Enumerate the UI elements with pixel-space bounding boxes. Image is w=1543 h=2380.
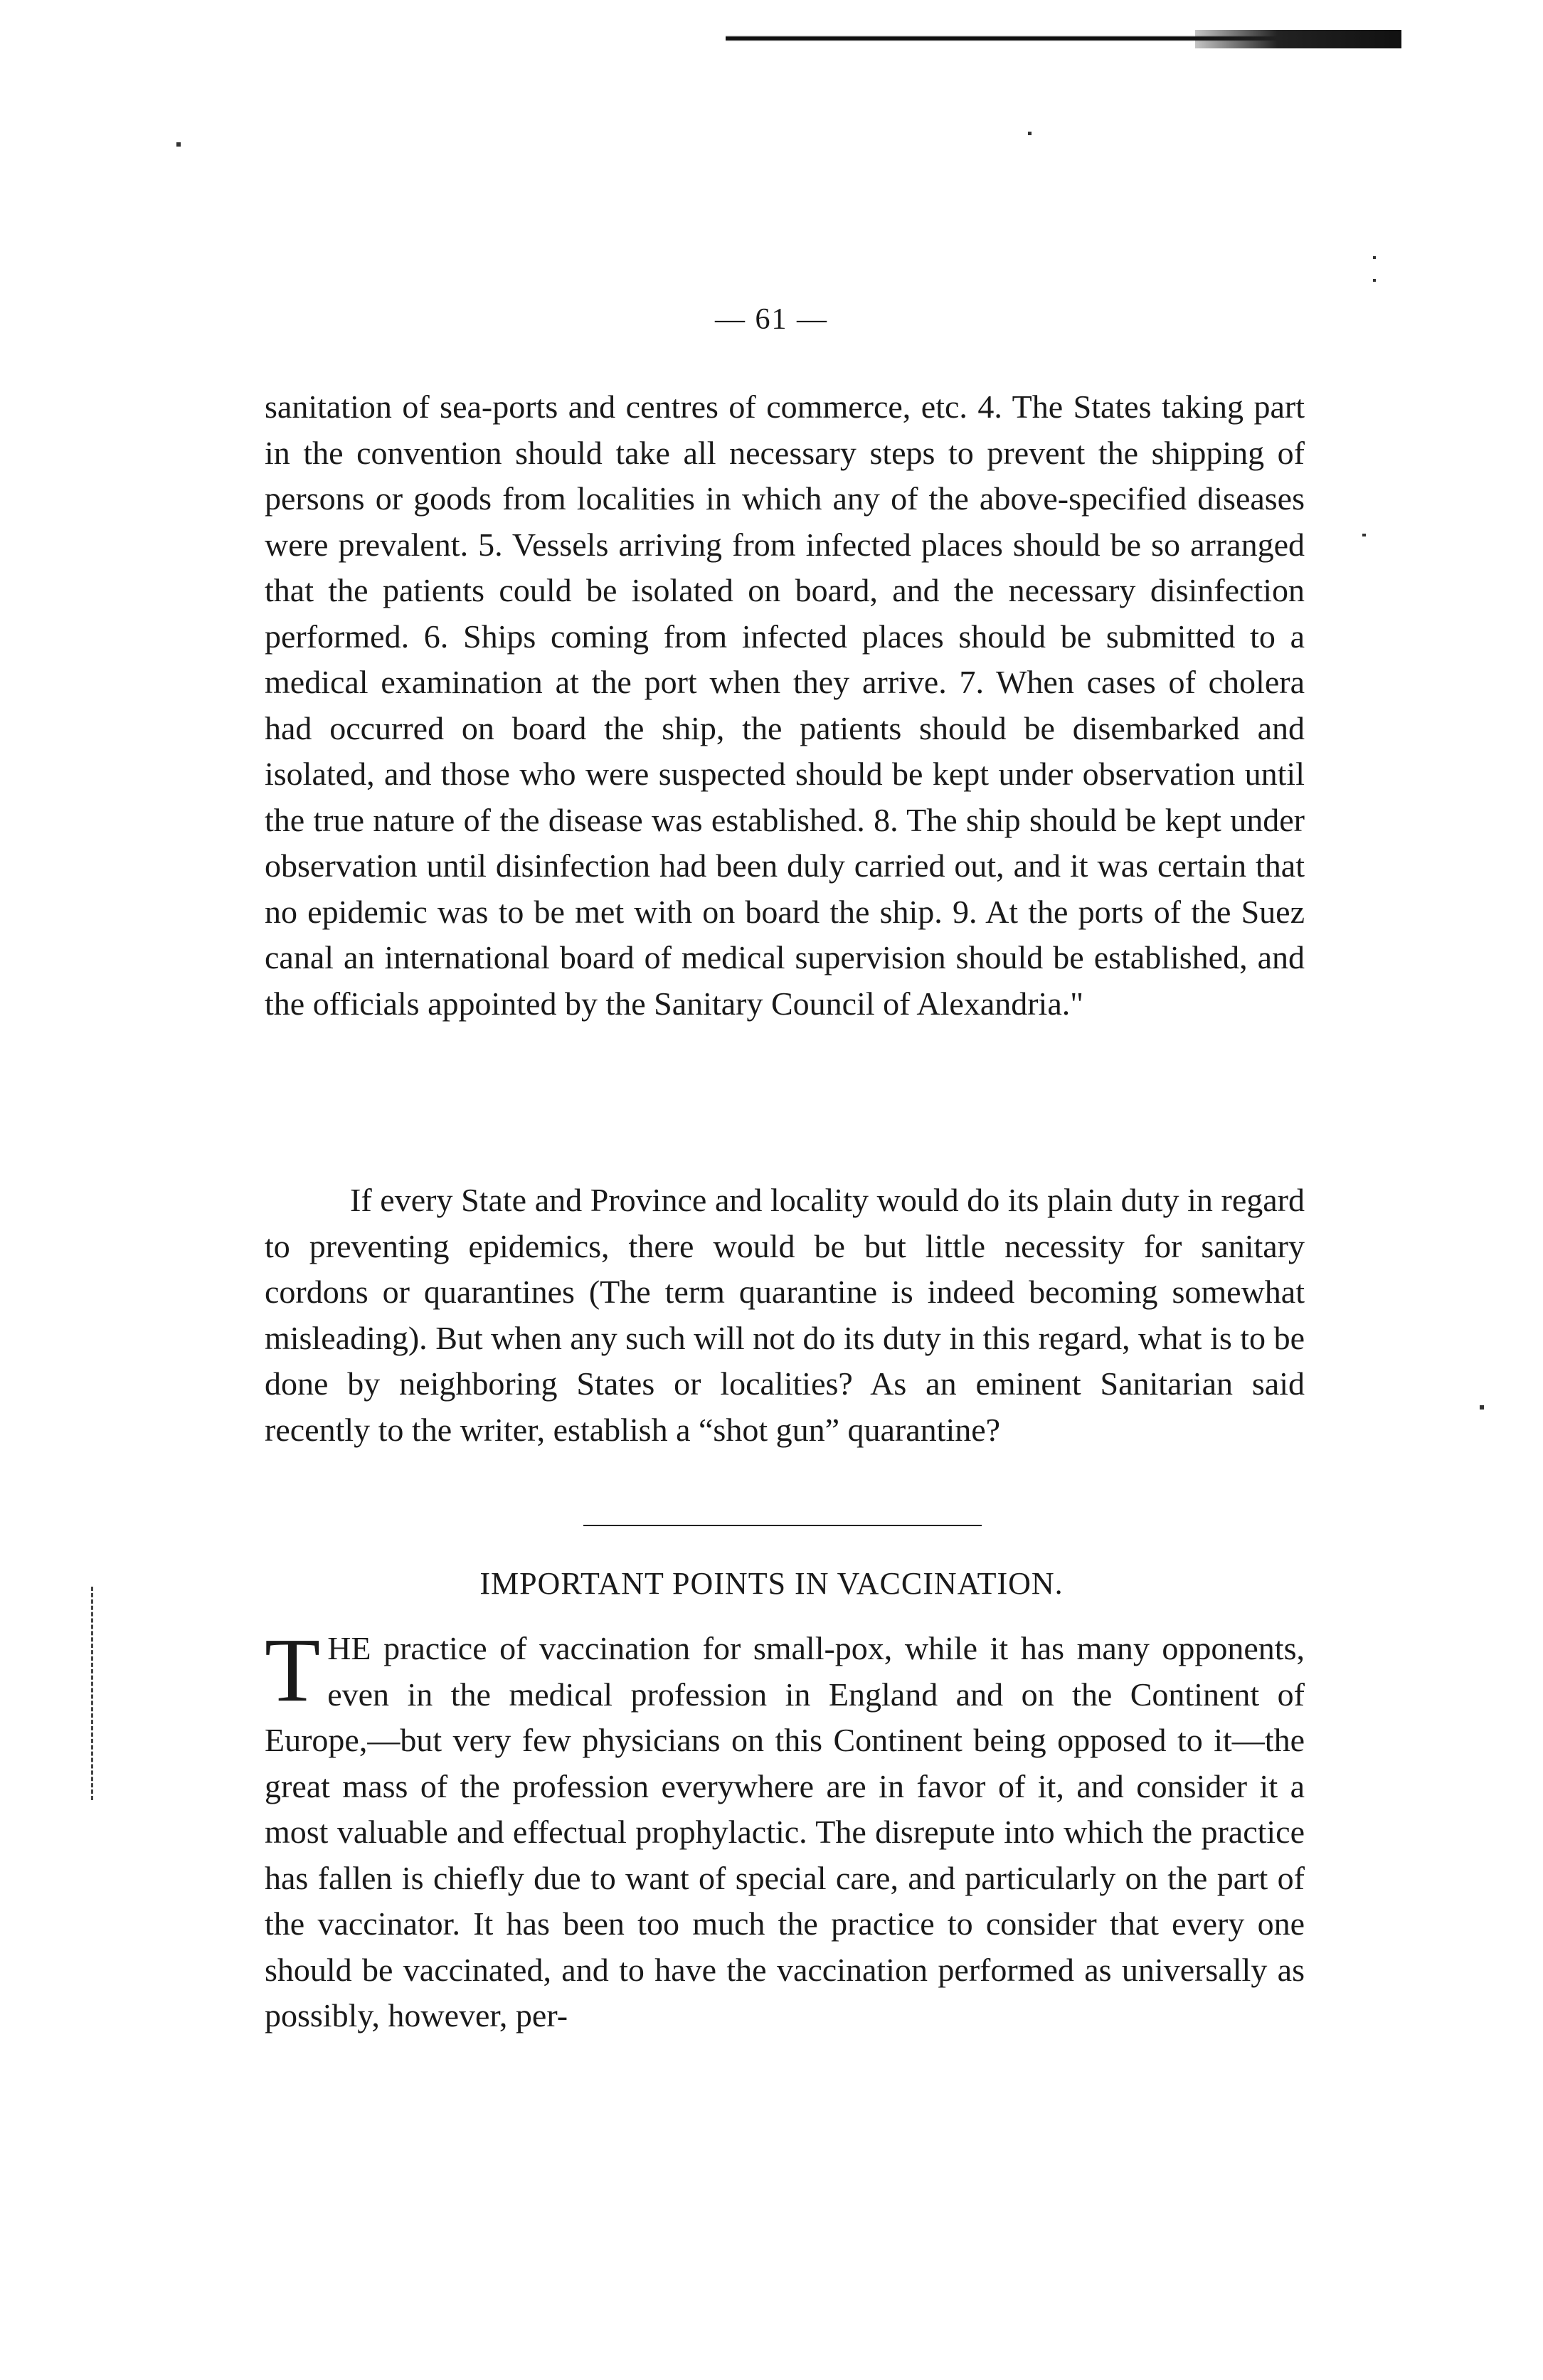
scan-speck xyxy=(1373,279,1376,282)
paragraph-vaccination-body: practice of vaccination for small-pox, while it has many opponents, even in the medical profession in England and on the Continent of Europe,—but very few physicians on this Continent being opposed to it—the great mass of the profession everywhere are in favor of it, and consider it a most valuable and effectual prophylactic. The disrepute into which the practice has fallen is chiefly due to want of special care, and particularly on the part of the vaccinator. It has been too much the practice to consider that every one should be vaccinated, and to have the vaccination performed as universally as possibly, however, per- xyxy=(265,1630,1305,2033)
lead-word: HE xyxy=(327,1630,371,1666)
scan-speck xyxy=(1028,132,1032,135)
paragraph-continuation: sanitation of sea-ports and centres of commerce, etc. 4. The States taking part in the convention should take all necessary steps to prevent the shipping of persons or goods from localities in which any of the above-specified diseases were prevalent. 5. Vessels arriving from infected places should be so arranged that the patients could be isolated on board, and the necessary disinfection performed. 6. Ships coming from infected places should be submitted to a medical examination at the port when they arrive. 7. When cases of cholera had occurred on board the ship, the patients should be disembarked and isolated, and those who were suspected should be kept under observation until the true nature of the disease was established. 8. The ship should be kept under observation until disinfection had been duly carried out, and it was certain that no epidemic was to be met with on board the ship. 9. At the ports of the Suez canal an international board of medical supervision should be established, and the officials appointed by the Sanitary Council of Alexandria." xyxy=(265,388,1305,1022)
section-heading: IMPORTANT POINTS IN VACCINATION. xyxy=(479,1566,1064,1601)
page-number: — 61 — xyxy=(715,303,828,336)
section-divider xyxy=(583,1525,982,1526)
margin-binding-mark xyxy=(91,1587,96,1800)
scan-speck xyxy=(1480,1405,1484,1410)
scan-speck xyxy=(1362,534,1366,536)
scan-speck xyxy=(1373,256,1376,259)
paragraph-quarantine: If every State and Province and locality would do its plain duty in regard to preventing epidemics, there would be but little necessity for sanitary cordons or quarantines (The term quarantine is indeed becoming somewhat misleading). But when any such will not do its duty in this regard, what is to be done by neighboring States or localities? As an eminent Sanitarian said recently to the writer, establish a “shot gun” quarantine? xyxy=(265,1182,1305,1448)
top-scan-smudge xyxy=(1195,30,1401,48)
drop-cap: T xyxy=(265,1619,321,1720)
scan-speck xyxy=(176,142,181,147)
paragraph-vaccination xyxy=(265,1619,1305,2039)
